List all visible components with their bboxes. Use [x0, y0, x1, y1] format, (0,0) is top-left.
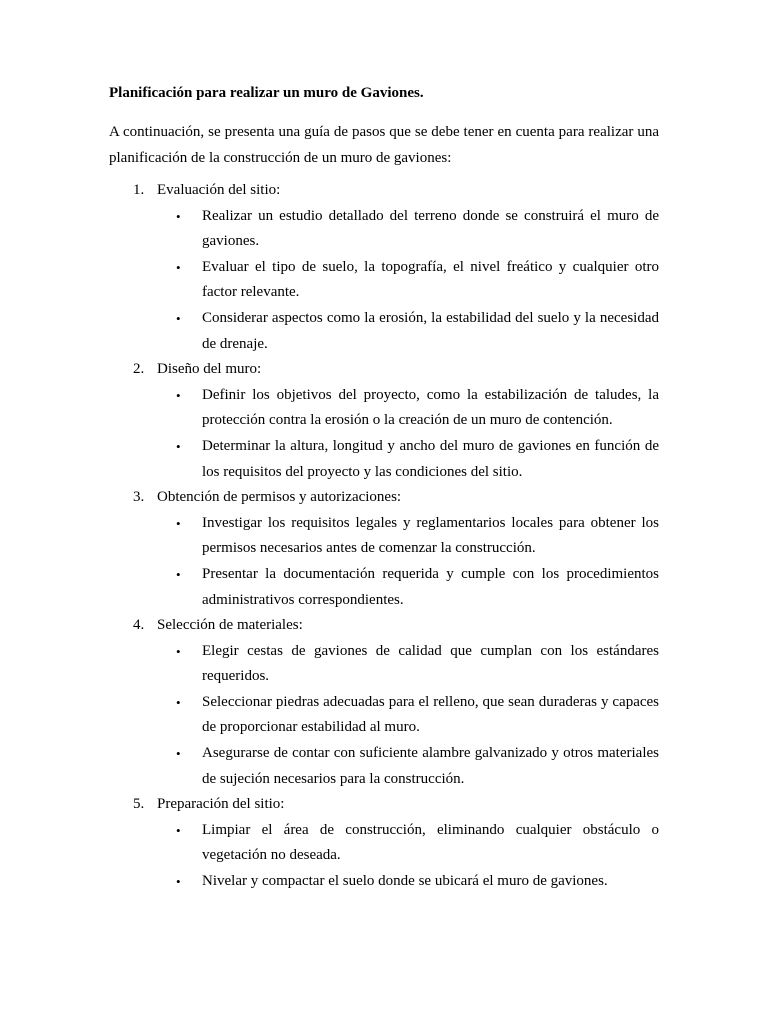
list-item [109, 255, 659, 306]
document-title: Planificación para realizar un muro de Gaviones. [109, 85, 424, 101]
list-item-text: Nivelar y compactar el suelo donde se ubicará el muro de gaviones. [202, 873, 608, 890]
list-item-text: Evaluar el tipo de suelo, la topografía, el nivel freático y cualquier otro factor relevante. [202, 258, 659, 301]
list-item [109, 434, 659, 485]
list-item [109, 204, 659, 255]
bullet-icon: • [176, 259, 181, 275]
list-item-text: Determinar la altura, longitud y ancho del muro de gaviones en función de los requisitos del proyecto y las condiciones del sitio. [202, 437, 659, 480]
bullet-icon: • [176, 746, 181, 762]
list-item [109, 383, 659, 434]
step-label: Obtención de permisos y autorizaciones: [157, 489, 402, 506]
bullet-icon: • [176, 694, 181, 710]
bullet-icon: • [176, 515, 181, 531]
bullet-icon: • [176, 387, 181, 403]
step-label: Diseño del muro: [157, 361, 262, 378]
intro-paragraph: A continuación, se presenta una guía de pasos que se debe tener en cuenta para realizar una planificación de la construcción de un muro de gaviones: [109, 124, 659, 166]
step-number: 4. [133, 617, 145, 634]
step-item [109, 357, 659, 485]
bullet-icon: • [176, 566, 181, 582]
step-item [109, 178, 659, 357]
bullet-icon: • [176, 874, 181, 890]
step-number: 2. [133, 361, 145, 378]
list-item-text: Realizar un estudio detallado del terreno donde se construirá el muro de gaviones. [202, 207, 659, 250]
list-item [109, 562, 659, 613]
bullet-icon: • [176, 438, 181, 454]
step-number: 1. [133, 182, 145, 198]
step-number: 5. [133, 796, 145, 813]
step-item [109, 613, 659, 792]
list-item [109, 818, 659, 869]
bullet-icon: • [176, 643, 181, 659]
bullet-icon: • [176, 822, 181, 838]
list-item [109, 741, 659, 792]
step-item [109, 485, 659, 613]
list-item [109, 306, 659, 357]
list-item-text: Definir los objetivos del proyecto, como la estabilización de taludes, la protección contra la erosión o la creación de un muro de contención. [202, 386, 659, 429]
bullet-icon: • [176, 310, 181, 326]
list-item-text: Limpiar el área de construcción, eliminando cualquier obstáculo o vegetación no deseada. [202, 821, 659, 864]
step-number: 3. [133, 489, 145, 506]
list-item-text: Presentar la documentación requerida y cumple con los procedimientos administrativos correspondientes. [202, 565, 659, 608]
list-item [109, 869, 659, 895]
step-label: Evaluación del sitio: [157, 182, 281, 198]
list-item-text: Seleccionar piedras adecuadas para el relleno, que sean duraderas y capaces de proporcionar estabilidad al muro. [202, 693, 659, 736]
list-item-text: Elegir cestas de gaviones de calidad que cumplan con los estándares requeridos. [202, 642, 659, 685]
step-label: Selección de materiales: [157, 617, 303, 634]
list-item-text: Investigar los requisitos legales y reglamentarios locales para obtener los permisos necesarios antes de comenzar la construcción. [202, 514, 659, 557]
bullet-icon: • [176, 208, 181, 224]
step-item [109, 792, 659, 894]
list-item [109, 639, 659, 690]
list-item [109, 511, 659, 562]
list-item [109, 690, 659, 741]
steps-list [109, 178, 659, 895]
step-label: Preparación del sitio: [157, 796, 285, 813]
list-item-text: Considerar aspectos como la erosión, la estabilidad del suelo y la necesidad de drenaje. [202, 309, 659, 352]
list-item-text: Asegurarse de contar con suficiente alambre galvanizado y otros materiales de sujeción necesarios para la construcción. [202, 745, 659, 787]
